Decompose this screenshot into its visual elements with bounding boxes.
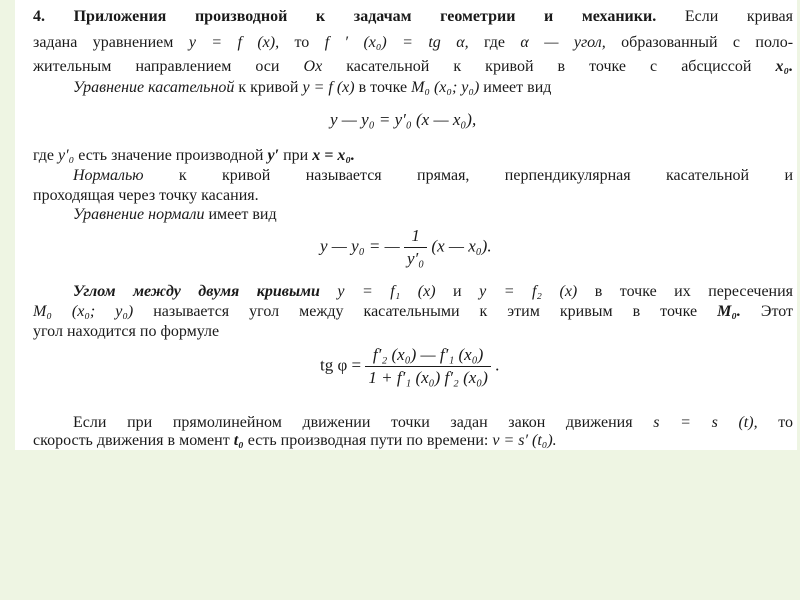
text-fragment: и xyxy=(453,283,462,300)
line-1 xyxy=(33,7,793,27)
inline-formula: M₀. xyxy=(717,303,741,320)
emphasized-term: Нормалью xyxy=(73,167,144,184)
inline-formula: M₀ (x₀; y₀) xyxy=(33,303,134,320)
angle-formula xyxy=(320,345,499,388)
text-fragment: при xyxy=(283,147,309,164)
line-13 xyxy=(33,322,793,342)
inline-formula: Ox xyxy=(303,58,323,75)
fraction-numerator: 1 xyxy=(404,226,427,248)
emphasized-term: Углом между двумя кривыми xyxy=(73,283,320,300)
line-2 xyxy=(33,33,793,53)
text-fragment: есть значение производной xyxy=(78,147,264,164)
line-11 xyxy=(73,282,793,302)
tangent-equation: y — y₀ = y′₀ (x — x₀), xyxy=(330,110,477,129)
inline-formula: s = s (t), xyxy=(653,414,758,431)
emphasized-term: Уравнение нормали xyxy=(73,206,205,223)
text-fragment: называется угол между касательными к этим кривым в точке xyxy=(153,303,698,320)
text-fragment: в точке xyxy=(358,79,408,96)
fraction xyxy=(365,345,490,388)
text-fragment: к кривой называется прямая, перпендикулярная касательной и xyxy=(178,167,794,184)
line-12 xyxy=(33,302,793,322)
text-fragment: где xyxy=(484,34,506,51)
text-fragment: проходящая через точку касания. xyxy=(33,187,259,204)
formula-part: y — y₀ = — xyxy=(320,236,400,256)
line-4 xyxy=(73,78,753,98)
inline-formula: y′₀ xyxy=(58,147,75,164)
inline-formula: t₀ xyxy=(233,432,244,449)
inline-formula: y = f₂ (x) xyxy=(479,283,578,300)
text-fragment: то xyxy=(778,414,794,431)
fraction-denominator: 1 + f′₁ (x₀) f′₂ (x₀) xyxy=(368,368,488,387)
text-fragment: Этот xyxy=(760,303,794,320)
inline-formula: f ′ (x₀) = tg α, xyxy=(324,34,469,51)
inline-formula: x₀. xyxy=(775,58,794,75)
text-fragment: жительным направлением оси xyxy=(33,58,280,75)
line-9 xyxy=(73,205,793,225)
line-7 xyxy=(73,166,793,186)
emphasized-term: Уравнение касательной xyxy=(73,79,235,96)
line-6 xyxy=(33,146,793,166)
text-fragment: касательной к кривой в точке с абсциссой xyxy=(346,58,752,75)
inline-formula: y = f (x), xyxy=(188,34,280,51)
text-fragment: есть производная пути по времени: xyxy=(247,432,489,449)
inline-formula: α — угол, xyxy=(520,34,606,51)
section-heading: 4. Приложения производной к задачам геометрии и механики. xyxy=(33,8,657,25)
formula-part: (x — x₀). xyxy=(431,236,492,256)
text-fragment: где xyxy=(33,147,55,164)
formula-part: tg φ = xyxy=(320,355,362,375)
formula-part: . xyxy=(495,355,500,375)
text-fragment: имеет вид xyxy=(483,79,552,96)
text-fragment: в точке их пересечения xyxy=(594,283,794,300)
text-fragment: то xyxy=(294,34,310,51)
text-fragment: к кривой xyxy=(238,79,299,96)
line-15 xyxy=(73,413,793,433)
fraction-numerator: f′₂ (x₀) — f′₁ (x₀) xyxy=(365,345,490,367)
line-16 xyxy=(33,431,759,451)
normal-equation xyxy=(320,226,492,269)
inline-formula: y = f₁ (x) xyxy=(337,283,436,300)
inline-formula: M₀ (x₀; y₀) xyxy=(411,79,480,96)
text-fragment: образованный с поло- xyxy=(621,34,794,51)
fraction-denominator: y′₀ xyxy=(406,249,425,268)
line-3 xyxy=(33,57,793,77)
text-fragment: скорость движения в момент xyxy=(33,432,230,449)
inline-formula: v = s′ (t₀). xyxy=(492,432,557,449)
text-fragment: задана уравнением xyxy=(33,34,174,51)
line-8 xyxy=(33,186,793,206)
inline-formula: x = x₀. xyxy=(312,147,355,164)
textbook-page xyxy=(15,0,797,450)
text-fragment: Если кривая xyxy=(684,8,794,25)
inline-formula: y = f (x) xyxy=(302,79,355,96)
fraction xyxy=(404,226,427,269)
text-fragment: Если при прямолинейном движении точки задан закон движения xyxy=(73,414,633,431)
text-fragment: имеет вид xyxy=(208,206,277,223)
text-fragment: угол находится по формуле xyxy=(33,323,220,340)
inline-formula: y′ xyxy=(267,147,280,164)
